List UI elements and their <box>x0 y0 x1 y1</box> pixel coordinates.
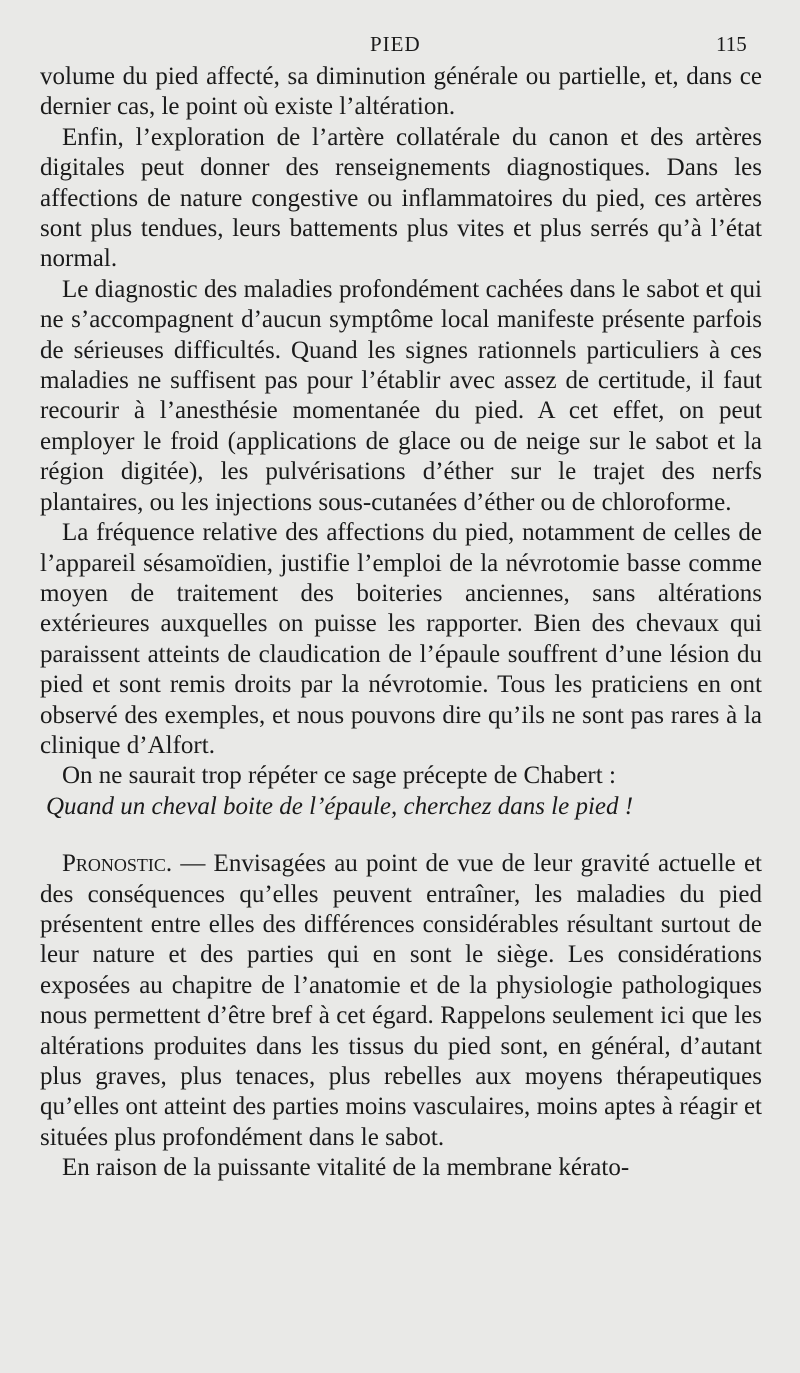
paragraph-diagnostic: Le diagnostic des maladies profondément cachées dans le sabot et qui ne s’accompagnent d’aucun symptôme local manifeste présente parfois de sérieuses difficultés. Quand les signes rationnels particuliers à ces maladies ne suffisent pas pour l’établir avec assez de certitude, il faut recourir à l’anesthésie momentanée du pied. A cet effet, on peut employer le froid (applications de glace ou de neige sur le sabot et la région digitée), les pulvérisations d’éther sur le trajet des nerfs plantaires, ou les injections sous-cutanées d’éther ou de chloroforme. <box>40 275 762 516</box>
section-heading: Pronostic. <box>62 850 173 878</box>
paragraph-chabert: On ne saurait trop répéter ce sage précepte de Chabert : <box>62 762 616 790</box>
chabert-maxim: Quand un cheval boite de l’épaule, cherchez dans le pied ! <box>46 792 634 820</box>
paragraph-pronostic <box>40 849 762 1153</box>
paragraph-last: En raison de la puissante vitalité de la membrane kérato- <box>62 1154 630 1182</box>
paragraph-frequence: La fréquence relative des affections du pied, notamment de celles de l’appareil sésamoïdien, justifie l’emploi de la névrotomie basse comme moyen de traitement des boiteries anciennes, sans altérations extérieures auxquelles on puisse les rapporter. Bien des chevaux qui paraissent atteints de claudication de l’épaule souffrent d’une lésion du pied et sont remis droits par la névrotomie. Tous les praticiens en ont observé des exemples, et nous pouvons dire qu’ils ne sont pas rares à la clinique d’Alfort. <box>40 519 762 759</box>
body-text <box>40 62 762 1184</box>
paragraph-exploration: Enfin, l’exploration de l’artère collatérale du canon et des artères digitales peut donner des renseignements diagnostiques. Dans les affections de nature congestive ou inflammatoires du pied, ces artères sont plus tendues, leurs battements plus vites et plus serrés qu’à l’état normal. <box>40 123 762 273</box>
paragraph-pronostic-text: — Envisagées au point de vue de leur gravité actuelle et des conséquences qu’elles peuvent entraîner, les maladies du pied présentent entre elles des différences considérables résultant surtout de leur nature et des parties qui en sont le siège. Les considérations exposées au chapitre de l’anatomie et de la physiologie pathologiques nous permettent d’être bref à cet égard. Rappelons seulement ici que les altérations produites dans les tissus du pied sont, en général, d’autant plus graves, plus tenaces, plus rebelles aux moyens thérapeutiques qu’elles ont atteint des parties moins vasculaires, moins aptes à réagir et situées plus profondément dans le sabot. <box>40 850 762 1151</box>
page-number: 115 <box>716 32 747 56</box>
section-gap <box>40 822 762 849</box>
running-title: PIED <box>370 32 421 56</box>
page-header <box>0 32 800 62</box>
paragraph-volume: volume du pied affecté, sa diminution générale ou partielle, et, dans ce dernier cas, le point où existe l’altération. <box>40 63 762 121</box>
